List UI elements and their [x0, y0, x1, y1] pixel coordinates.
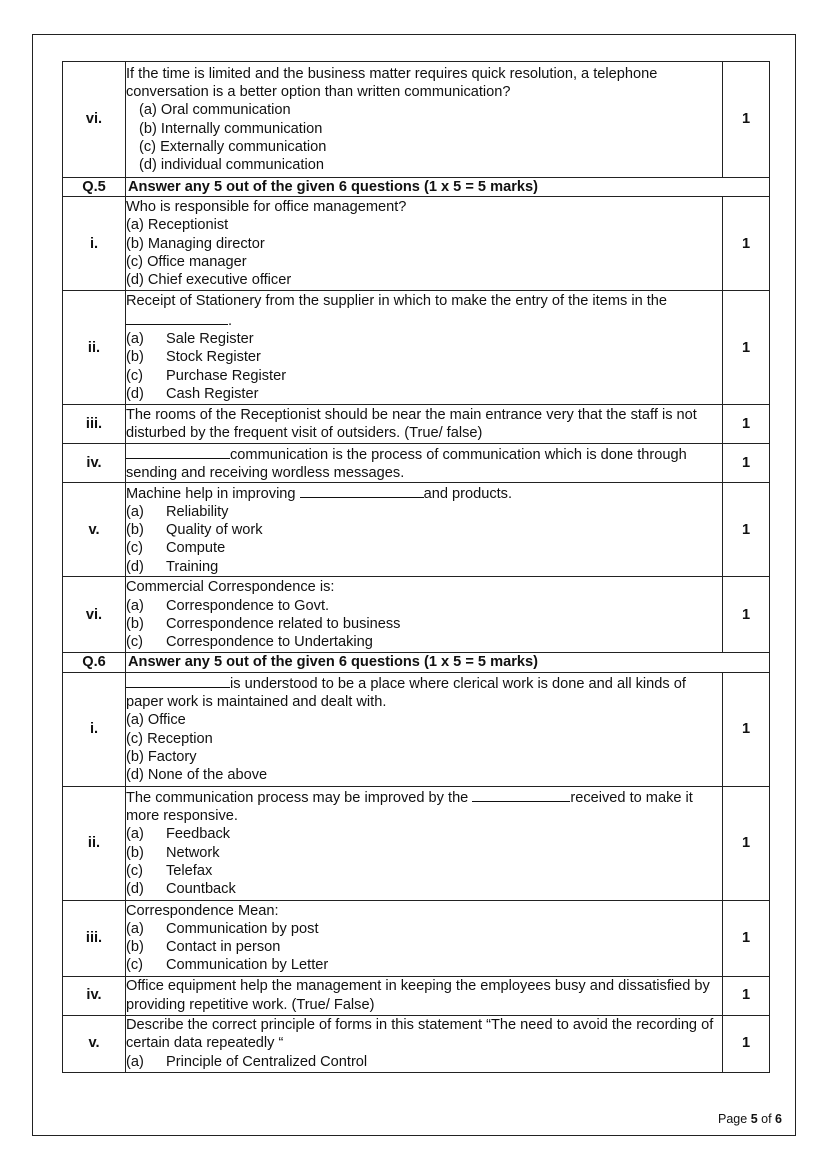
section-instruction: Answer any 5 out of the given 6 questions (1 x 5 = 5 marks) — [126, 653, 770, 672]
option: (c) Reception — [126, 730, 213, 747]
option: (c) Compute — [126, 540, 226, 557]
option: (c) Purchase Register — [126, 367, 287, 384]
option: (b) Stock Register — [126, 349, 261, 366]
option: (d) individual communication — [139, 157, 324, 174]
option: (b) Network — [126, 844, 220, 861]
question-text — [126, 445, 722, 483]
option: (a) Office — [126, 712, 186, 729]
table-row — [63, 976, 770, 1015]
question-text-after: received to make it more responsive. — [126, 789, 693, 824]
table-row — [63, 197, 770, 291]
question-cell — [126, 483, 723, 577]
question-cell — [126, 62, 723, 178]
mark-value: 1 — [723, 577, 770, 653]
page-number — [718, 1112, 782, 1126]
option: (a) Communication by post — [126, 920, 319, 937]
option: (d) Cash Register — [126, 385, 259, 402]
option: (a) Principle of Centralized Control — [126, 1053, 368, 1070]
answer-blank — [126, 674, 230, 688]
option: (c) Externally communication — [139, 138, 327, 155]
question-number: iii. — [63, 405, 126, 444]
table-row — [63, 405, 770, 444]
question-table — [62, 61, 770, 1073]
question-cell — [126, 197, 723, 291]
question-text — [126, 788, 722, 826]
question-number: iv. — [63, 976, 126, 1015]
question-text-after: is understood to be a place where clerical work is done and all kinds of paper work is maintained and dealt with. — [126, 675, 686, 710]
option: (a) Correspondence to Govt. — [126, 597, 330, 614]
option: (d) Chief executive officer — [126, 272, 292, 289]
question-text — [126, 292, 722, 330]
section-header-q5 — [63, 178, 770, 197]
option: (c) Communication by Letter — [126, 957, 329, 974]
question-cell — [126, 405, 723, 444]
option: (b) Correspondence related to business — [126, 615, 401, 632]
option: (a) Sale Register — [126, 331, 254, 347]
answer-blank — [126, 311, 228, 325]
question-text: If the time is limited and the business matter requires quick resolution, a telephone conversation is a better option than written communication? — [126, 65, 658, 100]
option: (d) None of the above — [126, 767, 268, 784]
question-cell — [126, 900, 723, 976]
question-number: v. — [63, 483, 126, 577]
question-text: The rooms of the Receptionist should be near the main entrance very that the staff is not disturbed by the frequent visit of outsiders. (True/ false) — [126, 407, 697, 442]
question-text — [126, 484, 722, 503]
mark-value: 1 — [723, 483, 770, 577]
option: (d) Countback — [126, 881, 236, 898]
option: (b) Contact in person — [126, 939, 281, 956]
option: (c) Telefax — [126, 862, 213, 879]
question-text-before: Receipt of Stationery from the supplier in which to make the entry of the items in the — [126, 293, 668, 310]
mark-value: 1 — [723, 672, 770, 786]
question-text-after: communication is the process of communication which is done through sending and receiving wordless messages. — [126, 446, 687, 481]
answer-blank — [300, 484, 424, 498]
question-number: i. — [63, 672, 126, 786]
question-text-after: . — [228, 312, 233, 329]
table-row — [63, 62, 770, 178]
question-number: vi. — [63, 62, 126, 178]
answer-blank — [126, 445, 230, 459]
mark-value: 1 — [723, 291, 770, 405]
option: (a) Reliability — [126, 503, 229, 520]
question-cell — [126, 672, 723, 786]
option: (a) Oral communication — [139, 102, 291, 119]
page-total: 6 — [775, 1112, 782, 1126]
table-row — [63, 672, 770, 786]
option: (c) Correspondence to Undertaking — [126, 634, 373, 651]
page-label: Page — [718, 1112, 748, 1126]
question-number: iii. — [63, 900, 126, 976]
option: (b) Internally communication — [139, 120, 323, 137]
mark-value: 1 — [723, 976, 770, 1015]
question-number: iv. — [63, 444, 126, 483]
question-text: Commercial Correspondence is: — [126, 579, 335, 596]
question-text — [126, 674, 722, 712]
question-cell — [126, 786, 723, 900]
section-instruction: Answer any 5 out of the given 6 questions (1 x 5 = 5 marks) — [126, 178, 770, 197]
question-text: Describe the correct principle of forms in this statement “The need to avoid the recording of certain data repeatedly “ — [126, 1017, 714, 1052]
question-number: ii. — [63, 291, 126, 405]
table-row — [63, 444, 770, 483]
question-cell — [126, 291, 723, 405]
mark-value: 1 — [723, 444, 770, 483]
section-label: Q.6 — [63, 653, 126, 672]
question-text-before: The communication process may be improved by the — [126, 789, 473, 806]
question-text: Office equipment help the management in keeping the employees busy and dissatisfied by providing repetitive work. (True/ False) — [126, 978, 710, 1013]
question-text: Who is responsible for office management? — [126, 199, 407, 216]
section-label: Q.5 — [63, 178, 126, 197]
question-number: vi. — [63, 577, 126, 653]
page-current: 5 — [750, 1112, 758, 1126]
table-row — [63, 786, 770, 900]
mark-value: 1 — [723, 900, 770, 976]
question-cell — [126, 577, 723, 653]
question-text-after: and products. — [423, 485, 513, 502]
mark-value: 1 — [723, 62, 770, 178]
mark-value: 1 — [723, 197, 770, 291]
question-number: v. — [63, 1015, 126, 1072]
option: (d) Training — [126, 558, 219, 575]
section-header-q6 — [63, 653, 770, 672]
question-cell — [126, 1015, 723, 1072]
table-row — [63, 291, 770, 405]
page-of: of — [761, 1112, 772, 1126]
question-cell — [126, 976, 723, 1015]
table-row — [63, 900, 770, 976]
option: (b) Factory — [126, 748, 197, 765]
question-cell — [126, 444, 723, 483]
table-row — [63, 577, 770, 653]
table-row — [63, 1015, 770, 1072]
option: (a) Feedback — [126, 826, 231, 843]
option: (b) Managing director — [126, 235, 265, 252]
question-text: Correspondence Mean: — [126, 902, 279, 919]
option: (a) Receptionist — [126, 217, 229, 234]
table-row — [63, 483, 770, 577]
answer-blank — [472, 788, 570, 802]
mark-value: 1 — [723, 786, 770, 900]
question-number: ii. — [63, 786, 126, 900]
option: (b) Quality of work — [126, 522, 263, 539]
mark-value: 1 — [723, 405, 770, 444]
mark-value: 1 — [723, 1015, 770, 1072]
question-text-before: Machine help in improving — [126, 485, 300, 502]
option: (c) Office manager — [126, 253, 247, 270]
question-number: i. — [63, 197, 126, 291]
